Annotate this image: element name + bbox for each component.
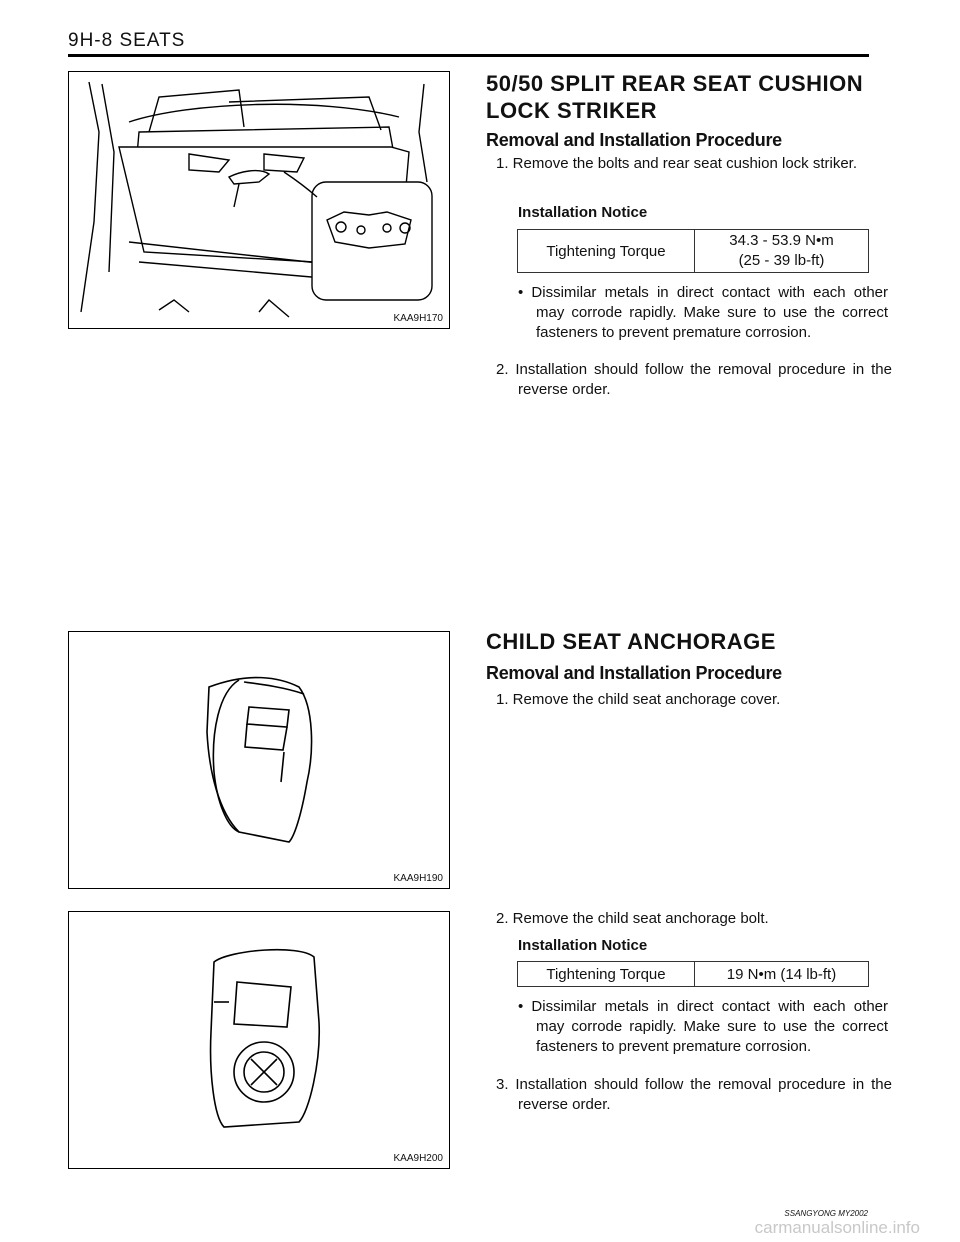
anchorage-bolt-illustration xyxy=(69,912,449,1168)
corrosion-warning: • Dissimilar metals in direct contact with each other may corrode rapidly. Make sure to use the correct fasteners to prevent premature corrosion. xyxy=(518,284,888,341)
step-2: 2. Remove the child seat anchorage bolt. xyxy=(496,910,769,927)
torque-value-line2: (25 - 39 lb-ft) xyxy=(738,252,825,269)
footer-model: SSANGYONG MY2002 xyxy=(784,1209,868,1218)
page-header-title: 9H-8 SEATS xyxy=(68,30,186,51)
torque-label: Tightening Torque xyxy=(518,230,695,273)
figure-anchorage-cover xyxy=(68,631,450,889)
figure-caption: KAA9H170 xyxy=(393,313,443,324)
step-1: 1. Remove the child seat anchorage cover. xyxy=(496,691,781,708)
step-3: 3. Installation should follow the removal procedure in the reverse order. xyxy=(496,1076,892,1113)
figure-lock-striker xyxy=(68,71,450,329)
watermark: carmanualsonline.info xyxy=(754,1218,920,1237)
installation-notice-label: Installation Notice xyxy=(518,204,648,221)
section-title-line1: 50/50 SPLIT REAR SEAT CUSHION xyxy=(486,71,864,96)
torque-table xyxy=(517,961,869,987)
torque-value-line1: 34.3 - 53.9 N•m xyxy=(729,232,834,249)
step-2: 2. Installation should follow the removal procedure in the reverse order. xyxy=(496,361,892,398)
figure-anchorage-bolt xyxy=(68,911,450,1169)
section-subtitle: Removal and Installation Procedure xyxy=(486,130,782,150)
figure-caption: KAA9H190 xyxy=(393,873,443,884)
torque-table xyxy=(517,229,869,273)
figure-caption: KAA9H200 xyxy=(393,1153,443,1164)
lock-striker-illustration xyxy=(69,72,449,328)
torque-label: Tightening Torque xyxy=(518,962,695,987)
section-title-line2: LOCK STRIKER xyxy=(486,98,657,123)
section-subtitle: Removal and Installation Procedure xyxy=(486,663,782,683)
installation-notice-label: Installation Notice xyxy=(518,937,648,954)
torque-value: 19 N•m (14 lb-ft) xyxy=(695,962,869,987)
step-1: 1. Remove the bolts and rear seat cushion lock striker. xyxy=(496,155,858,172)
anchorage-cover-illustration xyxy=(69,632,449,888)
corrosion-warning: • Dissimilar metals in direct contact with each other may corrode rapidly. Make sure to use the correct fasteners to prevent premature corrosion. xyxy=(518,998,888,1055)
section-title: CHILD SEAT ANCHORAGE xyxy=(486,629,776,654)
torque-value xyxy=(695,230,869,273)
header-rule xyxy=(68,54,869,57)
